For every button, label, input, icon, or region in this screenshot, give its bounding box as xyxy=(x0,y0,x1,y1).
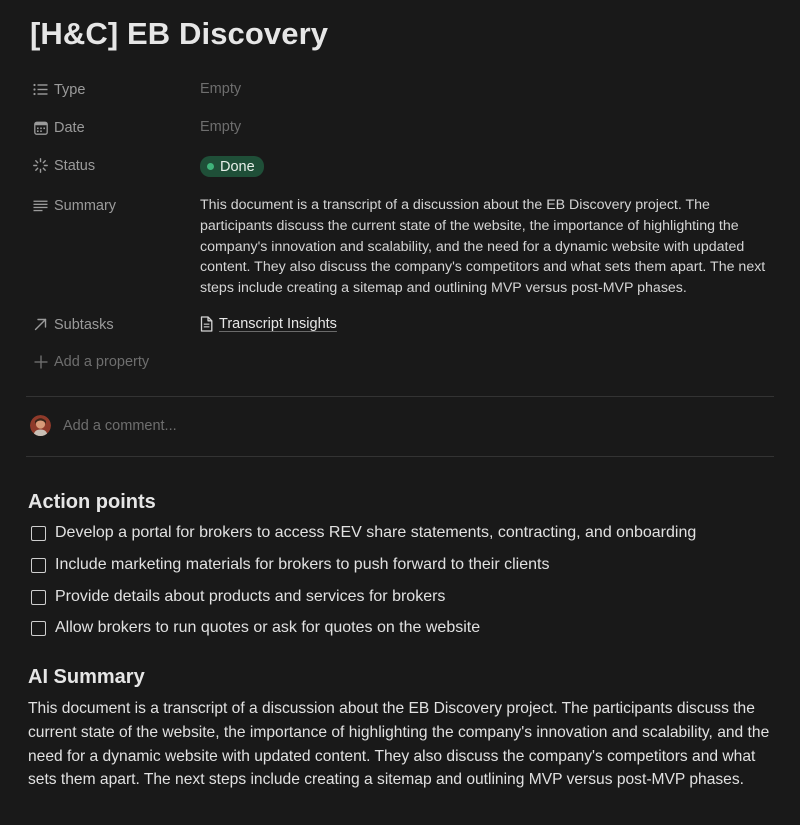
text-lines-icon xyxy=(32,197,49,214)
status-dot-icon xyxy=(207,163,214,170)
property-subtasks xyxy=(28,316,774,336)
ai-summary-heading: AI Summary xyxy=(28,666,145,688)
add-property-label: Add a property xyxy=(54,353,150,370)
property-type-value[interactable]: Empty xyxy=(200,81,242,97)
property-date xyxy=(28,119,774,136)
status-badge[interactable] xyxy=(200,156,264,177)
property-subtasks-name[interactable] xyxy=(28,316,200,333)
document-icon xyxy=(200,316,213,332)
todo-item xyxy=(31,619,480,637)
property-date-value[interactable]: Empty xyxy=(200,119,242,135)
todo-label[interactable]: Include marketing materials for brokers to push forward to their clients xyxy=(55,556,550,573)
checkbox[interactable] xyxy=(31,590,46,605)
arrow-up-right-icon xyxy=(32,316,49,333)
divider xyxy=(26,456,774,457)
property-status-value[interactable] xyxy=(200,156,264,177)
property-status-name[interactable] xyxy=(28,156,200,174)
todo-label[interactable]: Provide details about products and services for brokers xyxy=(55,588,446,605)
divider xyxy=(26,396,774,397)
property-status xyxy=(28,156,774,177)
property-status-label: Status xyxy=(54,157,96,174)
status-badge-label: Done xyxy=(220,158,255,175)
todo-item xyxy=(31,588,445,606)
property-summary-name[interactable] xyxy=(28,195,200,214)
property-summary-label: Summary xyxy=(54,197,117,214)
todo-label[interactable]: Develop a portal for brokers to access REV share statements, contracting, and onboarding xyxy=(55,524,697,541)
page-title[interactable]: [H&C] EB Discovery xyxy=(30,16,329,51)
checkbox[interactable] xyxy=(31,621,46,636)
property-date-label: Date xyxy=(54,119,85,136)
property-type-name[interactable] xyxy=(28,81,200,98)
checkbox[interactable] xyxy=(31,558,46,573)
property-type xyxy=(28,81,774,98)
property-subtasks-value xyxy=(200,316,337,336)
property-summary-value[interactable]: This document is a transcript of a discussion about the EB Discovery project. The participants discuss the current state of the website, the importance of highlighting the company's innovation and scalability, and the need for a dynamic website with updated content. They also discuss the company's competitors and what sets them apart. The next steps include creating a sitemap and outlining MVP versus post-MVP phases. xyxy=(200,197,766,297)
action-points-heading: Action points xyxy=(28,491,156,513)
avatar xyxy=(30,415,51,436)
property-type-label: Type xyxy=(54,81,86,98)
loader-icon xyxy=(32,157,49,174)
comment-row xyxy=(28,415,177,436)
checkbox[interactable] xyxy=(31,526,46,541)
add-property-button[interactable] xyxy=(28,353,149,370)
todo-label[interactable]: Allow brokers to run quotes or ask for quotes on the website xyxy=(55,619,481,636)
ai-summary-text[interactable]: This document is a transcript of a discussion about the EB Discovery project. The participants discuss the current state of the website, the importance of highlighting the company's innovation and scalability, and the need for a dynamic website with updated content. They also discuss the company's competitors and what sets them apart. The next steps include creating a sitemap and outlining MVP versus post-MVP phases. xyxy=(28,700,770,789)
todo-item xyxy=(31,524,696,542)
todo-item xyxy=(31,556,549,574)
subtask-link[interactable] xyxy=(200,316,337,332)
property-date-name[interactable] xyxy=(28,119,200,136)
list-icon xyxy=(32,81,49,98)
property-summary xyxy=(28,195,774,299)
comment-input[interactable]: Add a comment... xyxy=(63,417,177,434)
property-subtasks-label: Subtasks xyxy=(54,316,114,333)
plus-icon xyxy=(32,353,49,370)
calendar-icon xyxy=(32,119,49,136)
subtask-link-label: Transcript Insights xyxy=(219,316,337,332)
